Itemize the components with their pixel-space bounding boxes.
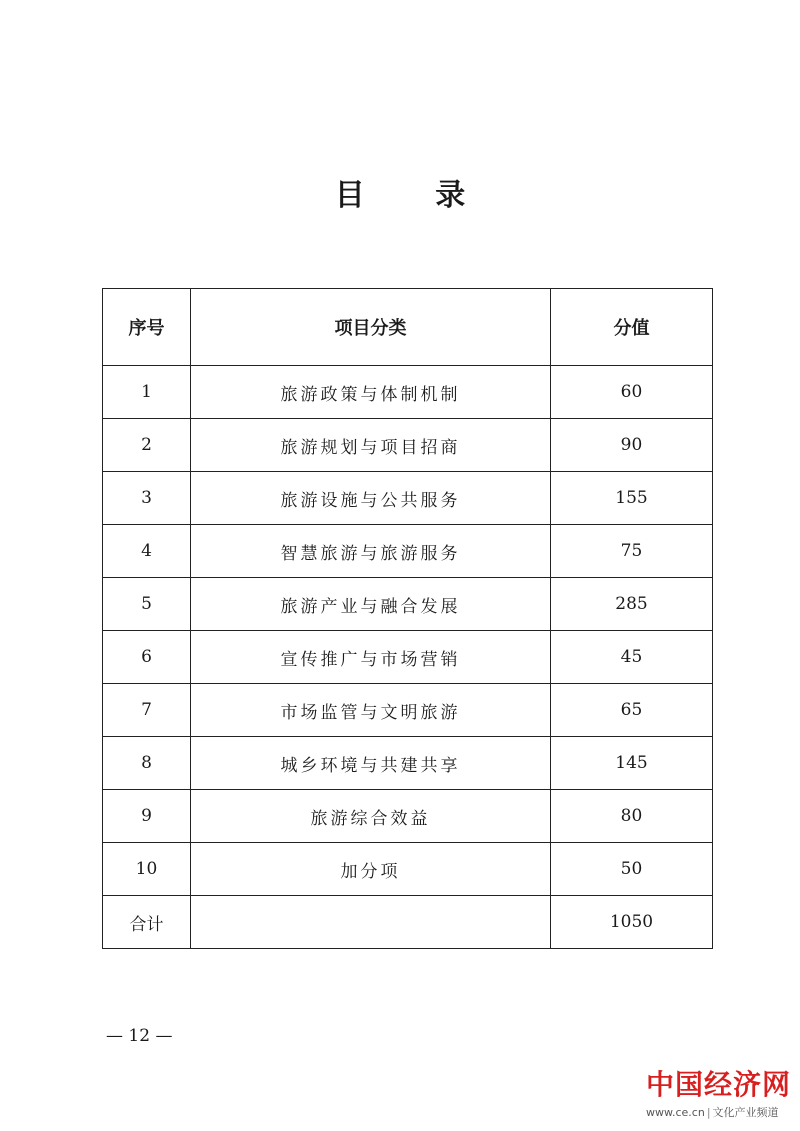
table-row (103, 419, 713, 472)
row-category: 智慧旅游与旅游服务 (191, 525, 551, 578)
contents-table (102, 288, 713, 949)
row-number: 8 (103, 737, 191, 790)
row-category: 旅游政策与体制机制 (191, 366, 551, 419)
row-number: 4 (103, 525, 191, 578)
total-label: 合计 (103, 896, 191, 949)
row-score: 50 (551, 843, 713, 896)
table-header-row (103, 289, 713, 366)
row-score: 285 (551, 578, 713, 631)
table-row (103, 790, 713, 843)
table-row (103, 843, 713, 896)
header-category: 项目分类 (191, 289, 551, 366)
table-row (103, 684, 713, 737)
header-score: 分值 (551, 289, 713, 366)
row-number: 7 (103, 684, 191, 737)
total-category (191, 896, 551, 949)
row-number: 2 (103, 419, 191, 472)
page-number: — 12 — (106, 1026, 173, 1046)
table-row (103, 737, 713, 790)
row-score: 65 (551, 684, 713, 737)
watermark (646, 1068, 796, 1128)
row-category: 旅游产业与融合发展 (191, 578, 551, 631)
table-row (103, 631, 713, 684)
watermark-caption (646, 1104, 796, 1120)
row-category: 城乡环境与共建共享 (191, 737, 551, 790)
row-number: 3 (103, 472, 191, 525)
row-score: 145 (551, 737, 713, 790)
total-score: 1050 (551, 896, 713, 949)
row-score: 60 (551, 366, 713, 419)
watermark-channel: 文化产业频道 (712, 1106, 779, 1119)
row-score: 80 (551, 790, 713, 843)
row-number: 10 (103, 843, 191, 896)
watermark-logo: 中国经济网 (646, 1068, 792, 1101)
table-row (103, 578, 713, 631)
row-category: 旅游设施与公共服务 (191, 472, 551, 525)
watermark-separator: | (706, 1106, 711, 1119)
row-number: 1 (103, 366, 191, 419)
row-number: 5 (103, 578, 191, 631)
watermark-url: www.ce.cn (646, 1106, 705, 1119)
row-score: 155 (551, 472, 713, 525)
row-category: 旅游规划与项目招商 (191, 419, 551, 472)
row-category: 市场监管与文明旅游 (191, 684, 551, 737)
row-category: 旅游综合效益 (191, 790, 551, 843)
row-score: 45 (551, 631, 713, 684)
row-category: 加分项 (191, 843, 551, 896)
row-category: 宣传推广与市场营销 (191, 631, 551, 684)
table-row (103, 472, 713, 525)
table-row (103, 525, 713, 578)
page-title: 目 录 (334, 178, 496, 213)
row-number: 9 (103, 790, 191, 843)
row-score: 90 (551, 419, 713, 472)
row-score: 75 (551, 525, 713, 578)
table-row (103, 366, 713, 419)
row-number: 6 (103, 631, 191, 684)
header-serial-number: 序号 (103, 289, 191, 366)
table-total-row (103, 896, 713, 949)
